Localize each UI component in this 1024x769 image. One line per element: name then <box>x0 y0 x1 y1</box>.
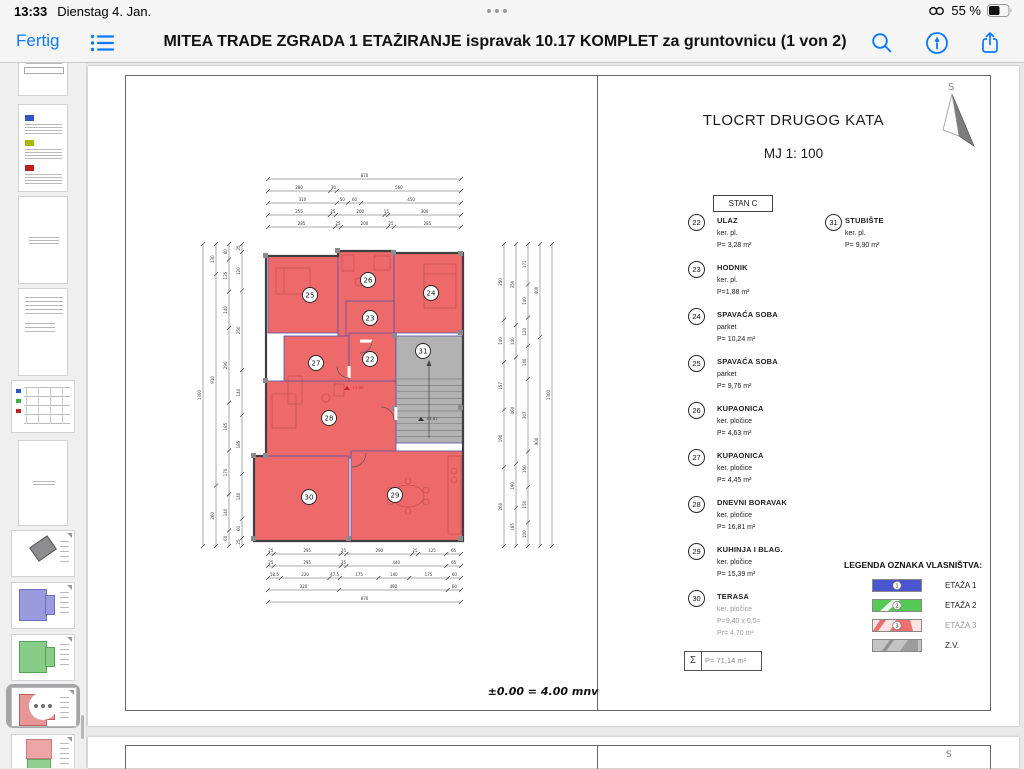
thumbnail-art <box>60 556 69 557</box>
ownership-label: ETAŽA 1 <box>945 581 977 590</box>
svg-text:27: 27 <box>311 359 321 368</box>
thumbnail-art <box>60 602 69 603</box>
room-area: P= 10,24 m² <box>717 336 756 343</box>
svg-text:190: 190 <box>498 434 504 443</box>
svg-text:65: 65 <box>451 548 457 554</box>
north-arrow <box>928 74 988 159</box>
unit-label: STAN C <box>713 195 773 212</box>
room-finish: ker. pločice <box>717 512 753 519</box>
svg-text:255: 255 <box>295 209 303 215</box>
legend-entry-text <box>717 545 847 578</box>
dot <box>487 9 491 13</box>
svg-text:130: 130 <box>210 255 216 263</box>
svg-text:1300: 1300 <box>546 389 552 401</box>
room-name: ULAZ <box>717 216 738 225</box>
toolbar <box>0 24 1024 63</box>
room-finish: ker. pl. <box>845 230 866 237</box>
thumbnail-art <box>60 561 69 562</box>
page-thumbnail-5[interactable] <box>11 380 75 433</box>
thumbnail-art <box>26 63 62 64</box>
room-number-badge: 22 <box>688 214 705 231</box>
svg-text:560: 560 <box>395 185 403 191</box>
svg-text:157: 157 <box>498 382 504 390</box>
thumbnail-art <box>60 654 69 655</box>
room-name: HODNIK <box>717 263 748 272</box>
ownership-legend-title: LEGENDA OZNAKA VLASNIŠTVA: <box>844 560 983 570</box>
room-finish: ker. pločice <box>717 465 753 472</box>
thumbnail-art <box>62 387 63 424</box>
svg-text:65: 65 <box>451 560 457 566</box>
svg-text:190: 190 <box>510 482 516 490</box>
svg-text:350: 350 <box>510 280 516 289</box>
thumbnail-art <box>60 649 69 650</box>
thumbnail-art <box>60 712 69 713</box>
thumbnail-art <box>25 309 63 310</box>
svg-text:171: 171 <box>522 260 528 269</box>
thumbnail-art <box>67 533 72 538</box>
svg-text:320: 320 <box>299 584 308 590</box>
svg-text:250: 250 <box>236 326 242 335</box>
svg-text:140: 140 <box>236 388 242 397</box>
svg-text:140: 140 <box>522 297 528 305</box>
pdf-page-2 <box>88 737 1019 768</box>
ownership-label: Z.V. <box>945 641 959 650</box>
svg-text:31: 31 <box>418 347 428 356</box>
room-number-badge: 26 <box>688 402 705 419</box>
room-name: SPAVAĆA SOBA <box>717 310 778 319</box>
thumbnail-art <box>25 327 55 328</box>
thumbnail-art <box>60 753 69 754</box>
svg-text:260: 260 <box>498 502 504 511</box>
toc-list-icon[interactable] <box>90 33 116 53</box>
room-finish: ker. pl. <box>717 230 738 237</box>
ownership-swatch-blue <box>872 579 922 592</box>
thumbnail-art <box>60 597 69 598</box>
svg-text:+3,02: +3,02 <box>426 416 438 421</box>
svg-text:490: 490 <box>389 584 398 590</box>
svg-text:125: 125 <box>428 548 436 554</box>
svg-text:140: 140 <box>389 572 398 578</box>
ownership-swatch-green <box>872 599 922 612</box>
room-area: P= 4,63 m² <box>717 430 752 437</box>
svg-text:400: 400 <box>534 286 540 295</box>
legend-entry-text <box>717 451 847 484</box>
thumbnail-art <box>29 535 57 562</box>
compass-label: S <box>948 82 955 93</box>
hotspot-link-icon <box>928 4 945 18</box>
thumbnail-art <box>25 124 62 125</box>
thumbnail-art <box>25 301 63 302</box>
room-number-badge: 28 <box>688 496 705 513</box>
thumbnail-art <box>25 130 62 131</box>
room-number-badge: 30 <box>688 590 705 607</box>
ownership-swatch-gray <box>872 639 922 652</box>
room-name: KUHINJA I BLAG. <box>717 545 783 554</box>
thumbnail-art <box>25 183 62 184</box>
page-thumbnail-8[interactable] <box>11 582 75 629</box>
done-button[interactable]: Fertig <box>16 31 60 50</box>
svg-text:910: 910 <box>210 376 216 384</box>
room-number-badge: 23 <box>688 261 705 278</box>
thumbnail-art <box>29 237 59 238</box>
dot <box>41 704 45 708</box>
thumbnail-art <box>24 423 70 424</box>
room-area: P= 16,81 m² <box>717 524 756 531</box>
status-left <box>14 4 151 19</box>
page-thumbnail-9[interactable] <box>11 634 75 681</box>
svg-text:900: 900 <box>534 437 540 446</box>
thumbnail-art <box>67 637 72 642</box>
pdf-page-1 <box>88 66 1019 726</box>
thumbnail-art <box>25 155 62 156</box>
svg-text:+1,50: +1,50 <box>352 385 364 390</box>
ownership-label: ETAŽA 3 <box>945 621 977 630</box>
thumbnail-art <box>24 405 70 406</box>
thumbnail-art <box>16 409 21 413</box>
date: Dienstag 4. Jan. <box>57 4 152 19</box>
room-name: SPAVAĆA SOBA <box>717 357 778 366</box>
thumbnail-art <box>25 305 63 306</box>
svg-text:140: 140 <box>223 508 229 517</box>
ownership-row-2 <box>872 599 1012 613</box>
svg-text:29: 29 <box>390 491 400 500</box>
svg-text:60: 60 <box>351 197 358 203</box>
svg-text:60: 60 <box>223 535 229 541</box>
svg-text:200: 200 <box>356 209 365 215</box>
thumbnail-art <box>25 313 63 314</box>
room-number-badge: 29 <box>688 543 705 560</box>
legend-entry-text <box>717 404 847 437</box>
svg-text:23: 23 <box>365 314 375 323</box>
svg-text:100: 100 <box>522 530 528 539</box>
svg-text:25: 25 <box>268 548 274 554</box>
svg-text:150: 150 <box>522 500 528 509</box>
thumbnail-art <box>33 481 55 482</box>
datum-note: ±0.00 = 4.00 mnv <box>487 685 599 698</box>
svg-text:60: 60 <box>451 584 457 590</box>
svg-text:165: 165 <box>510 523 516 531</box>
room-area: P=9,40 x 0,5= <box>717 618 761 625</box>
svg-text:140: 140 <box>236 492 242 501</box>
svg-text:30: 30 <box>304 493 314 502</box>
thumbnail-art <box>19 641 47 673</box>
svg-text:60: 60 <box>451 572 457 578</box>
thumbnail-sidebar <box>0 62 87 768</box>
clock: 13:33 <box>14 4 48 19</box>
thumbnail-art <box>25 331 55 332</box>
thumbnail-art <box>45 595 55 615</box>
svg-text:60: 60 <box>236 525 242 531</box>
svg-text:150: 150 <box>522 465 528 474</box>
room-number-badge: 31 <box>825 214 842 231</box>
room-finish: parket <box>717 371 737 378</box>
svg-text:280: 280 <box>295 185 303 191</box>
ownership-row-4 <box>872 639 1012 653</box>
page-thumbnail-1[interactable] <box>18 62 68 96</box>
sheet-title: TLOCRT DRUGOG KATA <box>702 112 885 129</box>
thumbnail-art <box>60 546 69 547</box>
thumbnail-art <box>60 758 69 759</box>
svg-text:125: 125 <box>223 271 229 280</box>
svg-text:460: 460 <box>510 406 516 415</box>
legend-entry-text <box>845 216 975 249</box>
search-icon[interactable] <box>870 31 894 55</box>
svg-text:140: 140 <box>498 337 504 345</box>
room-area: P=1,88 m² <box>717 289 750 296</box>
thumbnail-art <box>25 177 62 178</box>
svg-text:870: 870 <box>360 596 369 602</box>
sheet-scale: MJ 1: 100 <box>763 146 824 161</box>
room-area: P= 3,28 m² <box>717 242 752 249</box>
svg-text:25: 25 <box>340 548 347 554</box>
legend-entry-text <box>717 357 847 390</box>
room-name: STUBIŠTE <box>845 216 884 225</box>
thumbnail-art <box>60 592 69 593</box>
battery-percent: 55 % <box>951 3 981 18</box>
thumbnail-art <box>60 707 69 708</box>
sheet-frame <box>125 75 991 711</box>
area-sum-box <box>684 651 762 671</box>
svg-text:25: 25 <box>330 209 336 215</box>
room-finish: ker. pločice <box>717 418 753 425</box>
thumbnail-art <box>50 387 51 424</box>
svg-text:58.5: 58.5 <box>269 572 279 578</box>
thumbnail-art <box>24 67 64 74</box>
svg-text:870: 870 <box>360 173 369 179</box>
room-finish: ker. pločice <box>717 559 753 566</box>
room-name: KUPAONICA <box>717 451 764 460</box>
svg-text:2: 2 <box>895 603 899 610</box>
thumbnail-art <box>60 664 69 665</box>
battery-icon <box>987 4 1014 17</box>
svg-text:140: 140 <box>522 358 528 367</box>
svg-text:25: 25 <box>236 539 242 545</box>
svg-text:26: 26 <box>363 276 373 285</box>
svg-text:25: 25 <box>388 221 394 227</box>
room-number-badge: 24 <box>688 308 705 325</box>
svg-text:260: 260 <box>210 511 216 520</box>
dot <box>495 9 499 13</box>
svg-text:30: 30 <box>330 185 336 191</box>
svg-text:60: 60 <box>223 249 229 255</box>
svg-text:25: 25 <box>236 245 242 251</box>
room-finish: ker. pl. <box>717 277 738 284</box>
sigma-symbol: Σ <box>685 652 702 670</box>
room-number-badge: 25 <box>688 355 705 372</box>
room-area: P= 4,45 m² <box>717 477 752 484</box>
svg-text:47.5: 47.5 <box>330 572 340 578</box>
svg-text:50: 50 <box>339 197 345 203</box>
thumbnail-art <box>60 607 69 608</box>
svg-text:310: 310 <box>298 197 307 203</box>
legend-entry-text <box>717 592 847 637</box>
thumbnail-art <box>29 243 59 244</box>
svg-text:22: 22 <box>365 355 375 364</box>
svg-text:185: 185 <box>236 440 242 449</box>
thumbnail-art <box>25 149 62 150</box>
dot <box>503 9 507 13</box>
sheet-divider-2 <box>597 746 598 769</box>
thumbnail-art <box>45 647 55 667</box>
svg-text:300: 300 <box>420 209 429 215</box>
svg-text:25: 25 <box>335 221 341 227</box>
status-bar <box>0 0 1024 24</box>
thumbnail-art <box>38 387 39 424</box>
share-icon[interactable] <box>978 31 1002 55</box>
thumbnail-art <box>60 717 69 718</box>
svg-text:1: 1 <box>895 583 899 590</box>
svg-text:170: 170 <box>223 468 229 477</box>
room-area: P= 9,90 m² <box>845 242 880 249</box>
room-area: P= 15,39 m² <box>717 571 756 578</box>
svg-text:140: 140 <box>223 306 229 314</box>
thumbnail-art <box>60 697 69 698</box>
ownership-row-3 <box>872 619 1012 633</box>
thumbnail-art <box>60 763 69 764</box>
document-title: MITEA TRADE ZGRADA 1 ETAŽIRANJE ispravak 10.17 KOMPLET za gruntovnicu (1 von 2) <box>163 33 847 50</box>
thumbnail-art <box>69 690 74 695</box>
thumbnail-art <box>26 739 52 759</box>
thumbnail-art <box>25 152 62 153</box>
room-area: P= 9,76 m² <box>717 383 752 390</box>
thumbnail-more-button[interactable] <box>29 692 57 720</box>
thumbnail-art <box>25 174 62 175</box>
svg-text:307: 307 <box>522 411 528 420</box>
svg-text:295: 295 <box>303 548 311 554</box>
svg-text:250: 250 <box>498 278 504 286</box>
svg-text:3: 3 <box>895 623 899 630</box>
room-finish: parket <box>717 324 737 331</box>
svg-text:28: 28 <box>324 414 334 423</box>
room-name: TERASA <box>717 592 750 601</box>
legend-entry-text <box>717 498 847 531</box>
thumbnail-art <box>25 133 62 134</box>
thumbnail-art <box>25 115 34 121</box>
svg-text:175: 175 <box>355 572 363 578</box>
thumbnail-art <box>24 387 70 388</box>
svg-text:440: 440 <box>392 560 401 566</box>
ownership-swatch-red <box>872 619 922 632</box>
room-area-2: Pr= 4,70 m² <box>717 630 754 637</box>
thumbnail-art <box>33 484 55 485</box>
svg-text:24: 24 <box>426 289 436 298</box>
svg-text:175: 175 <box>424 572 433 578</box>
page-thumbnail-7[interactable] <box>11 530 75 577</box>
page-thumbnail-2[interactable] <box>18 104 68 192</box>
legend-entry-text <box>717 263 847 296</box>
page-thumbnail-11[interactable] <box>11 734 75 768</box>
svg-text:285: 285 <box>297 221 306 227</box>
thumbnail-art <box>24 396 70 397</box>
thumbnail-art <box>25 323 55 324</box>
sidebar-scrollbar[interactable] <box>81 715 84 739</box>
sheet-divider <box>597 76 598 710</box>
svg-text:25: 25 <box>340 560 347 566</box>
thumbnail-art <box>16 389 21 393</box>
svg-text:1300: 1300 <box>197 389 203 401</box>
legend-entry-text <box>717 310 847 343</box>
thumbnail-art <box>29 240 59 241</box>
dot <box>34 704 38 708</box>
ownership-label: ETAŽA 2 <box>945 601 977 610</box>
svg-text:185: 185 <box>223 422 229 431</box>
home-indicator-dots[interactable] <box>487 9 507 13</box>
thumbnail-art <box>25 165 34 171</box>
thumbnail-art <box>60 551 69 552</box>
page-thumbnail-selected[interactable] <box>6 684 80 728</box>
thumbnail-art <box>25 127 62 128</box>
room-finish: ker. pločice <box>717 606 753 613</box>
thumbnail-art <box>25 158 62 159</box>
svg-text:450: 450 <box>407 197 415 203</box>
svg-text:120: 120 <box>236 267 242 275</box>
thumbnail-art <box>25 297 63 298</box>
thumbnail-art <box>60 743 69 744</box>
svg-text:285: 285 <box>423 221 432 227</box>
svg-text:295: 295 <box>303 560 311 566</box>
room-name: DNEVNI BORAVAK <box>717 498 788 507</box>
svg-text:25: 25 <box>412 548 418 554</box>
thumbnail-art <box>19 589 47 621</box>
svg-text:120: 120 <box>522 327 528 336</box>
page-thumbnail-6[interactable] <box>18 440 68 526</box>
ownership-row-1 <box>872 579 1012 593</box>
page-thumbnail-4[interactable] <box>18 288 68 376</box>
svg-text:200: 200 <box>360 221 369 227</box>
thumbnail-art <box>60 702 69 703</box>
svg-text:290: 290 <box>375 548 384 554</box>
thumbnail-art <box>24 414 70 415</box>
thumbnail-art <box>25 140 34 146</box>
status-right <box>928 3 1014 18</box>
markup-pen-icon[interactable] <box>925 31 949 55</box>
page-thumbnail-3[interactable] <box>18 196 68 284</box>
thumbnail-art <box>67 737 72 742</box>
thumbnail-art <box>26 387 27 424</box>
thumbnail-art <box>60 659 69 660</box>
sum-value: P= 71,14 m² <box>705 656 747 665</box>
svg-text:25: 25 <box>268 560 274 566</box>
thumbnail-art <box>25 180 62 181</box>
room-number-badge: 27 <box>688 449 705 466</box>
compass-label-2: S <box>946 750 952 760</box>
sheet-frame-2 <box>125 745 991 769</box>
svg-text:140: 140 <box>510 337 516 346</box>
svg-text:290: 290 <box>223 361 229 370</box>
svg-text:15: 15 <box>383 209 389 215</box>
thumbnail-art <box>60 748 69 749</box>
room-name: KUPAONICA <box>717 404 764 413</box>
thumbnail-art <box>60 644 69 645</box>
svg-text:25: 25 <box>305 291 315 300</box>
thumbnail-art <box>27 759 51 768</box>
svg-text:220: 220 <box>301 572 309 578</box>
floor-plan-drawing <box>126 76 597 710</box>
dot <box>48 704 52 708</box>
thumbnail-art <box>67 585 72 590</box>
thumbnail-art <box>60 541 69 542</box>
thumbnail-art <box>60 612 69 613</box>
thumbnail-art <box>16 399 21 403</box>
